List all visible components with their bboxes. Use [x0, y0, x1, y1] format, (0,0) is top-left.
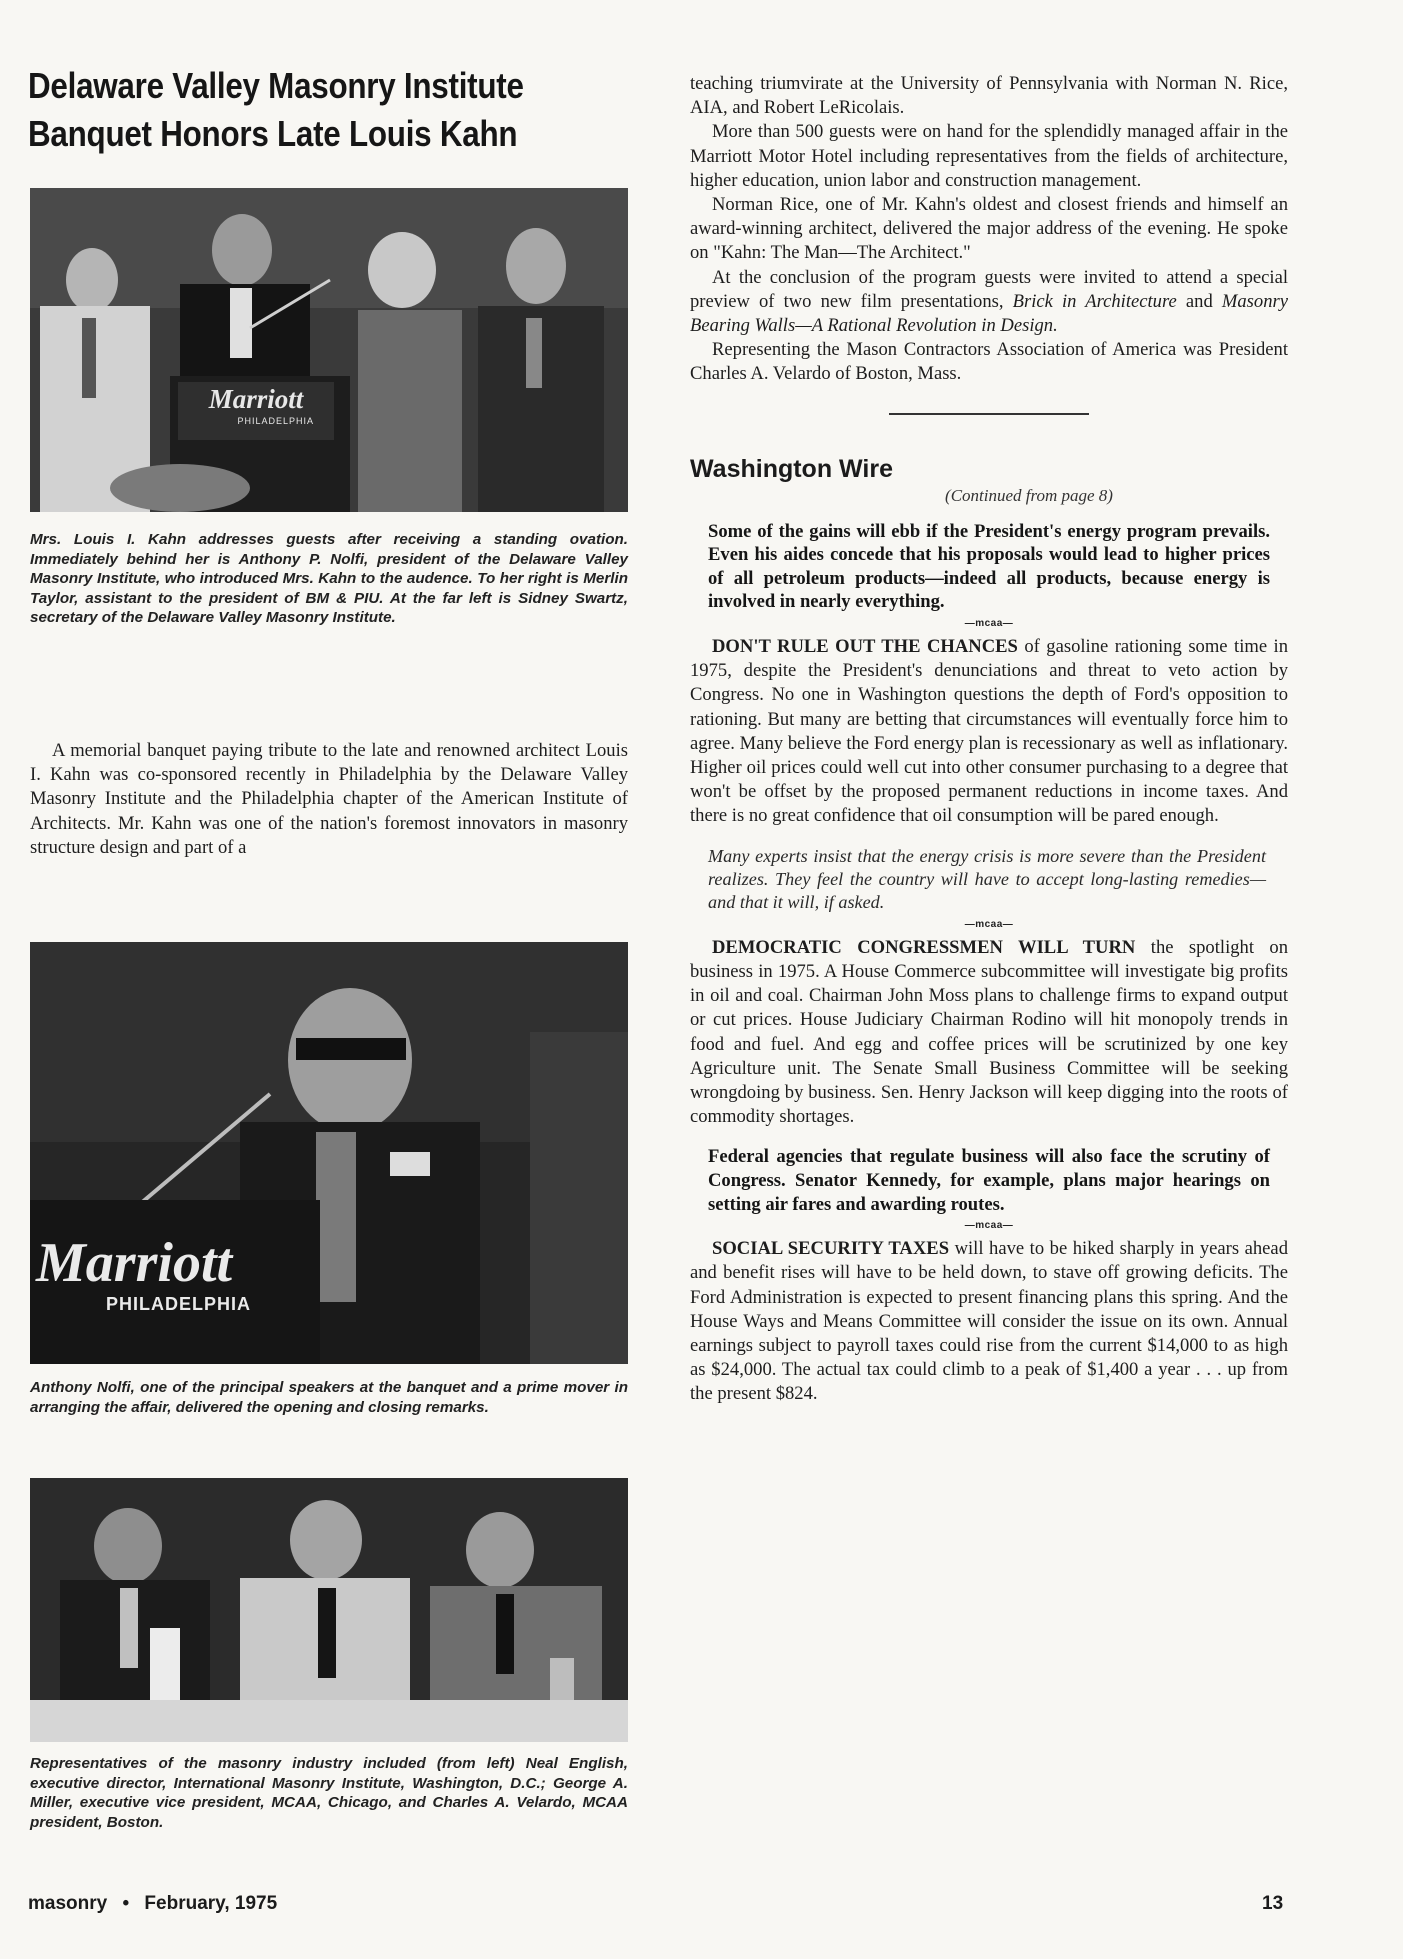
film-title-1: Brick in Architecture	[1012, 290, 1177, 312]
film-title-2: Masonry Bearing Walls—A Rational Revolution in Design.	[690, 290, 1288, 337]
article-paragraph-3: Norman Rice, one of Mr. Kahn's oldest and closest friends and himself an award-winning architect, delivered the major address of the evening. He spoke on "Kahn: The Man—The Architect."	[690, 194, 1288, 264]
podium-sign-1-brand: Marriott	[208, 384, 304, 414]
wire-paragraph-3-body: will have to be hiked sharply in years ahead and benefit rises will have to be held down, to stave off growing deficits. The Ford Administration is expected to present financing plans this spring. And the House Ways and Means Committee will consider the issue on its own. Annual earnings subject to payroll taxes could rise from the current $14,000 to as high as $24,000. The actual tax could climb to a peak of $1,400 a year . . . up from the present $824.	[690, 1238, 1288, 1405]
wire-paragraph-3	[690, 1237, 1288, 1406]
podium-sign-1	[178, 382, 334, 440]
caption-photo-3: Representatives of the masonry industry included (from left) Neal English, executive director, International Masonry Institute, Washington, D.C.; George A. Miller, executive vice president, MCAA, Chicago, and Charles A. Velardo, MCAA president, Boston.	[30, 1755, 628, 1831]
mcaa-separator-2: —mcaa—	[964, 918, 1014, 930]
photo-nolfi-speaking	[30, 942, 628, 1364]
washington-wire-title: Washington Wire	[690, 454, 894, 483]
wire-paragraph-1-lead: DON'T RULE OUT THE CHANCES	[712, 636, 1018, 658]
article-paragraph-2: More than 500 guests were on hand for the splendidly managed affair in the Marriott Motor Hotel including representatives from the fields of architecture, higher education, union labor and construction management.	[690, 121, 1288, 191]
page-footer	[28, 1893, 277, 1915]
footer-bullet: •	[122, 1893, 130, 1914]
issue-date: February, 1975	[144, 1893, 278, 1914]
wire-bold-paragraph-2: Federal agencies that regulate business will also face the scrutiny of Congress. Senator Kennedy, for example, plans major hearings on setting air fares and awarding routes.	[708, 1146, 1270, 1215]
wire-italic-paragraph: Many experts insist that the energy crisis is more severe than the President realizes. They feel the country will have to accept long-lasting remedies—and that it will, if asked.	[708, 845, 1266, 913]
podium-sign-2-brand: Marriott	[36, 1232, 233, 1294]
photo-mrs-kahn-podium	[30, 188, 628, 512]
article-paragraph-1: A memorial banquet paying tribute to the late and renowned architect Louis I. Kahn was co-sponsored recently in Philadelphia by the Delaware Valley Masonry Institute and the Philadelphia chapter of the American Institute of Architects. Mr. Kahn was one of the nation's foremost innovators in masonry structure design and part of a	[30, 740, 628, 858]
wire-paragraph-2-body: the spotlight on business in 1975. A House Commerce subcommittee will investigate big profits in oil and coal. Chairman John Moss plans to challenge firms to expand output or cut prices. House Judiciary Chairman Rodino will hit monopoly trends in food and fuel. And egg and coffee prices will be scrutinized by one key Agriculture unit. The Senate Small Business Committee will be seeking wrongdoing by business. Sen. Henry Jackson will keep digging into the roots of commodity shortages.	[690, 936, 1288, 1128]
headline-line-2: Banquet Honors Late Louis Kahn	[28, 113, 518, 154]
para4-and: and	[1185, 290, 1213, 312]
wire-paragraph-2	[690, 936, 1288, 1130]
photo-illustration	[30, 188, 628, 512]
wire-paragraph-1-body: of gasoline rationing some time in 1975, despite the President's denunciations and threat to veto action by Congress. No one in Washington questions the depth of Ford's opposition to rationing. But many are betting that circumstances will eventually force him to agree. Many believe the Ford energy plan is recessionary as well as inflationary. Higher oil prices could well cut into other consumer purchasing to a degree that won't be offset by the proposed permanent reductions in income taxes. And there is no great confidence that oil consumption will be pared enough.	[690, 636, 1289, 827]
podium-sign-2	[36, 1232, 276, 1315]
article-header	[28, 62, 628, 158]
section-divider	[889, 413, 1089, 415]
page-number: 13	[1262, 1893, 1284, 1914]
magazine-name: masonry	[28, 1893, 108, 1914]
article-paragraph-1-continued: teaching triumvirate at the University of Pennsylvania with Norman N. Rice, AIA, and Robert LeRicolais.	[690, 73, 1288, 119]
caption-photo-2: Anthony Nolfi, one of the principal speakers at the banquet and a prime mover in arranging the affair, delivered the opening and closing remarks.	[30, 1379, 628, 1416]
right-column	[690, 72, 1288, 1407]
photo-illustration-3	[30, 1478, 628, 1742]
continued-note: (Continued from page 8)	[945, 485, 1113, 505]
mcaa-separator-1: —mcaa—	[964, 618, 1014, 630]
wire-bold-paragraph-1: Some of the gains will ebb if the President's energy program prevails. Even his aides concede that his proposals would lead to higher prices of all petroleum products—indeed all products, because energy is involved in nearly everything.	[708, 520, 1270, 613]
caption-photo-1: Mrs. Louis I. Kahn addresses guests after receiving a standing ovation. Immediately behind her is Anthony P. Nolfi, president of the Delaware Valley Masonry Institute, who introduced Mrs. Kahn to the audence. To her right is Merlin Taylor, assistant to the president of BM & PIU. At the far left is Sidney Swartz, secretary of the Delaware Valley Masonry Institute.	[30, 531, 628, 627]
headline	[28, 62, 613, 158]
podium-sign-2-city: PHILADELPHIA	[106, 1294, 252, 1314]
photo-masonry-representatives	[30, 1478, 628, 1742]
mcaa-separator-3: —mcaa—	[964, 1220, 1014, 1232]
podium-sign-1-city: PHILADELPHIA	[237, 416, 314, 426]
wire-paragraph-3-lead: SOCIAL SECURITY TAXES	[712, 1238, 950, 1260]
headline-line-1: Delaware Valley Masonry Institute	[28, 65, 524, 106]
article-intro	[30, 739, 628, 860]
para4-text: At the conclusion of the program guests were invited to attend a special preview of two new film presentations,	[690, 266, 1288, 312]
article-paragraph-5: Representing the Mason Contractors Association of America was President Charles A. Velardo of Boston, Mass.	[690, 339, 1288, 385]
wire-paragraph-1	[690, 635, 1288, 829]
article-paragraph-4	[690, 266, 1288, 339]
wire-paragraph-2-lead: DEMOCRATIC CONGRESSMEN WILL TURN	[712, 936, 1136, 958]
